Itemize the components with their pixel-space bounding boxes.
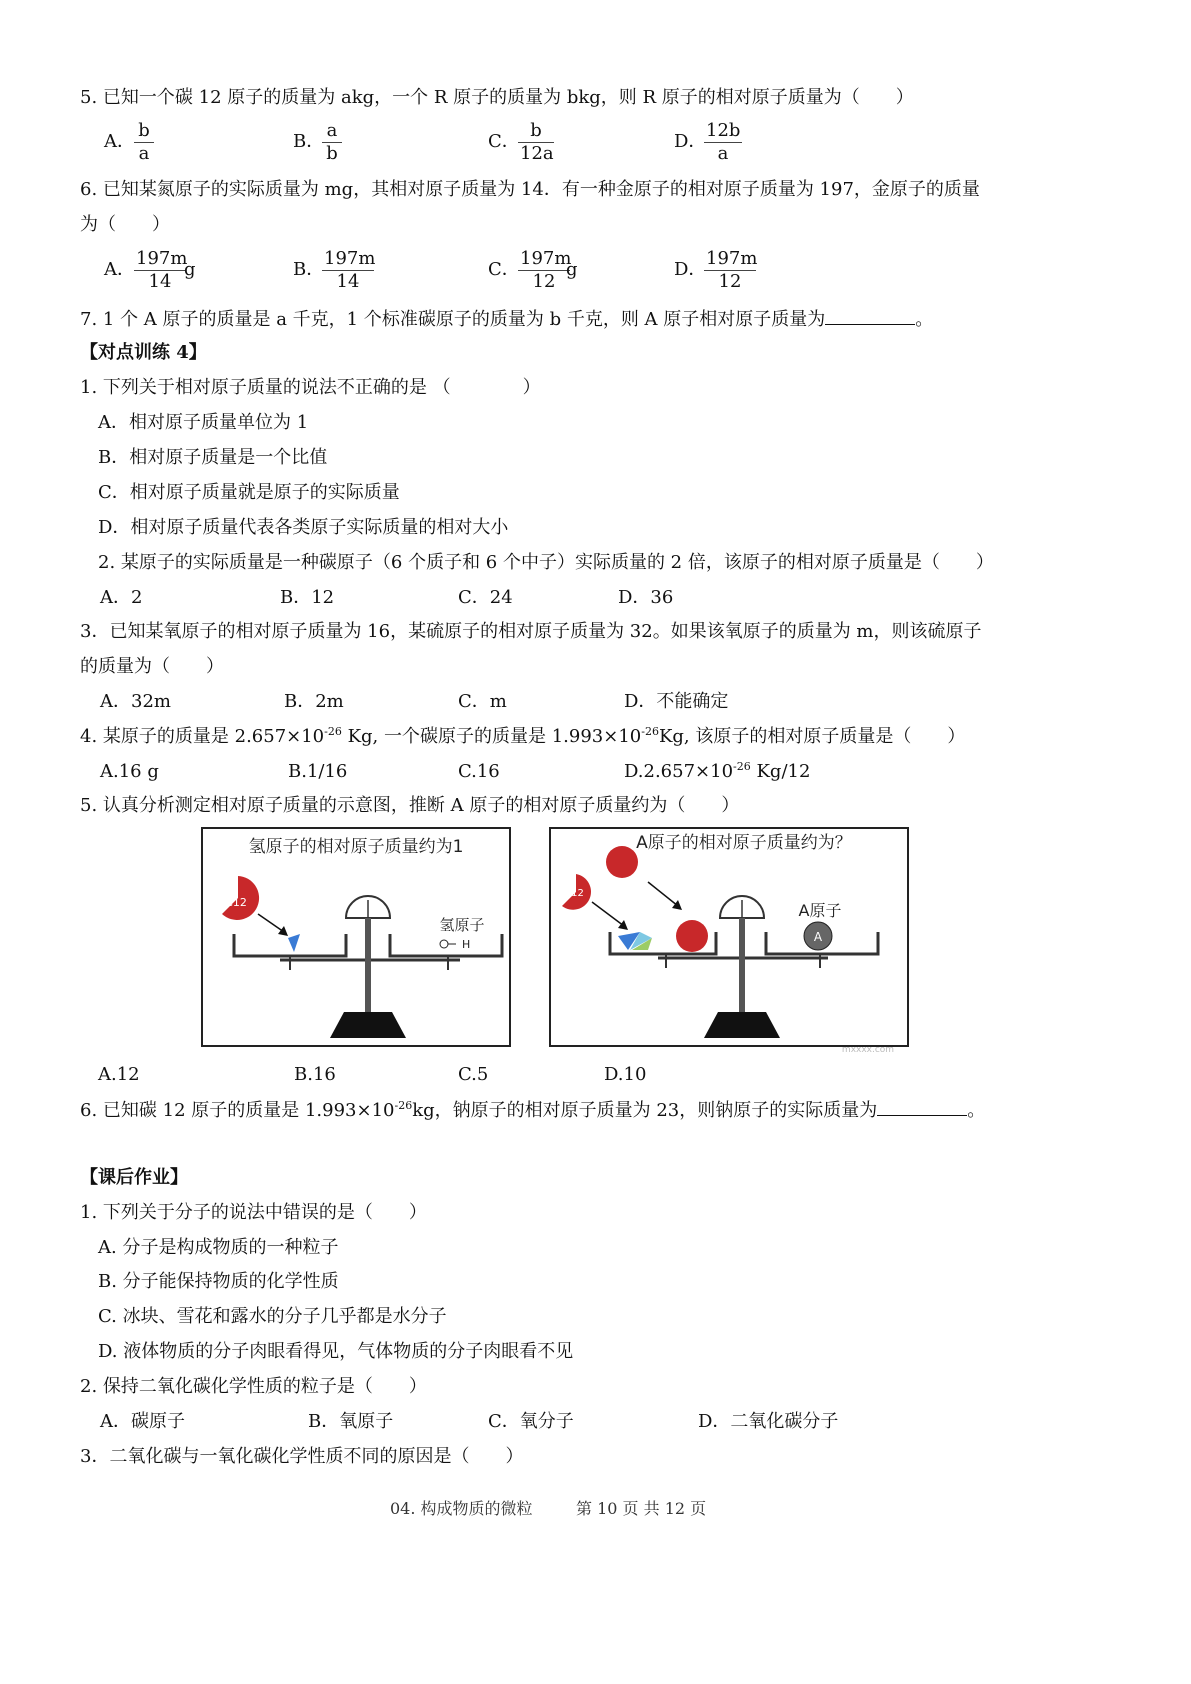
hw-q3-stem: 3．二氧化碳与一氧化碳化学性质不同的原因是（ ） <box>80 1446 524 1467</box>
answer-blank[interactable] <box>825 306 915 325</box>
numerator: b <box>138 120 150 141</box>
s4-q3-option-a: A．32m <box>100 691 171 712</box>
q5-option-d-fraction <box>704 120 742 165</box>
s4-q3-stem-line2: 的质量为（ ） <box>80 656 224 677</box>
s4-q2-stem: 2. 某原子的实际质量是一种碳原子（6 个质子和 6 个中子）实际质量的 2 倍，该原子的相对原子质量是（ ） <box>98 552 994 573</box>
q6-stem-line1: 6. 已知某氮原子的实际质量为 mg，其相对原子质量为 14．有一种金原子的相对原子质量为 197，金原子的质量 <box>80 179 980 200</box>
q6-option-c-label: C． <box>488 259 520 280</box>
s4-q4-option-a: A.16 g <box>100 761 159 782</box>
s4-q2-option-a: A．2 <box>100 587 143 608</box>
q6-option-a-unit: g <box>184 259 196 280</box>
q6-option-c-fraction <box>518 248 570 293</box>
s4-q5-option-b: B.16 <box>294 1064 336 1085</box>
s4-q5-stem: 5. 认真分析测定相对原子质量的示意图，推断 A 原子的相对原子质量约为（ ） <box>80 795 740 816</box>
q7-stem <box>80 306 933 332</box>
q5-option-c-label: C． <box>488 131 520 152</box>
q5-option-c-fraction <box>518 120 554 165</box>
s4-q3-option-b: B．2m <box>284 691 344 712</box>
stem-part: kg，钠原子的相对原子质量为 23，则钠原子的实际质量为 <box>412 1100 878 1121</box>
q5-option-b-label: B． <box>293 131 325 152</box>
hw-q2-option-c: C．氧分子 <box>488 1411 574 1432</box>
q6-option-b-label: B． <box>293 259 325 280</box>
c12-label: C12 <box>564 888 584 899</box>
s4-q3-option-c: C．m <box>458 691 507 712</box>
stem-part: Kg, 该原子的相对原子质量是（ ） <box>658 726 966 747</box>
denominator: 12 <box>518 270 570 293</box>
s4-q5-option-c: C.5 <box>458 1064 489 1085</box>
section-title-homework: 【课后作业】 <box>80 1167 188 1188</box>
q7-stem-text: 7. 1 个 A 原子的质量是 a 千克，1 个标准碳原子的质量为 b 千克，则 A 原子相对原子质量为 <box>80 309 826 330</box>
hydrogen-label: 氢原子 <box>439 916 485 934</box>
hw-q2-stem: 2. 保持二氧化碳化学性质的粒子是（ ） <box>80 1376 427 1397</box>
s4-q6-stem <box>80 1097 985 1123</box>
scale-post <box>365 918 371 1012</box>
denominator: 12 <box>704 270 756 293</box>
s4-q4-option-b: B.1/16 <box>288 761 348 782</box>
hw-q1-stem: 1. 下列关于分子的说法中错误的是（ ） <box>80 1202 427 1223</box>
q7-stem-end: 。 <box>915 309 934 330</box>
s4-q3-stem-line1: 3．已知某氧原子的相对原子质量为 16，某硫原子的相对原子质量为 32。如果该氧原子的质量为 m，则该硫原子 <box>80 621 982 642</box>
numerator: 197m <box>520 248 572 269</box>
exponent: -26 <box>733 760 751 773</box>
hydrogen-symbol: H <box>462 938 471 951</box>
a-atom-symbol: A <box>813 930 823 944</box>
stem-part: Kg, 一个碳原子的质量是 1.993×10 <box>341 726 642 747</box>
option-part: Kg/12 <box>750 761 811 782</box>
exponent: -26 <box>641 725 659 738</box>
denominator: a <box>704 142 742 165</box>
s4-q3-option-d: D．不能确定 <box>624 691 729 712</box>
s4-q1-option-d: D．相对原子质量代表各类原子实际质量的相对大小 <box>98 517 509 538</box>
section-title-drill-4: 【对点训练 4】 <box>80 342 207 363</box>
hw-q2-option-b: B．氧原子 <box>308 1411 394 1432</box>
footer-document-title: 04. 构成物质的微粒 <box>390 1499 533 1518</box>
s4-q1-option-b: B．相对原子质量是一个比值 <box>98 447 328 468</box>
s4-q4-option-c: C.16 <box>458 761 500 782</box>
option-part: D.2.657×10 <box>624 761 734 782</box>
s4-q2-option-b: B．12 <box>280 587 335 608</box>
s4-q2-option-d: D．36 <box>618 587 674 608</box>
denominator: 12a <box>520 143 554 164</box>
numerator: 197m <box>324 248 376 269</box>
s4-q5-option-d: D.10 <box>604 1064 647 1085</box>
footer-page-number: 第 10 页 共 12 页 <box>576 1499 707 1518</box>
q6-option-d-label: D． <box>674 259 707 280</box>
numerator: 197m <box>136 248 188 269</box>
c12-label: C12 <box>225 896 247 909</box>
s4-q4-option-d <box>624 760 810 784</box>
exponent: -26 <box>394 1099 413 1112</box>
exponent: -26 <box>324 725 342 738</box>
q5-option-a-label: A． <box>104 131 135 152</box>
hw-q2-option-d: D．二氧化碳分子 <box>698 1411 839 1432</box>
panel-title: 氢原子的相对原子质量约为1 <box>248 837 464 857</box>
numerator: b <box>530 120 542 141</box>
numerator: a <box>326 120 338 141</box>
hw-q1-option-d: D. 液体物质的分子肉眼看得见，气体物质的分子肉眼看不见 <box>98 1341 574 1362</box>
q6-option-b-fraction <box>322 248 374 293</box>
s4-q4-stem <box>80 725 965 749</box>
numerator: 12b <box>706 120 741 141</box>
panel-title: A原子的相对原子质量约为？ <box>636 833 852 853</box>
balance-scale-figure <box>200 826 912 1056</box>
q5-option-d-label: D． <box>674 131 707 152</box>
hw-q1-option-a: A. 分子是构成物质的一种粒子 <box>98 1237 339 1258</box>
q6-option-d-fraction <box>704 248 756 293</box>
q5-option-a-fraction <box>134 120 154 165</box>
q6-stem-line2: 为（ ） <box>80 214 170 235</box>
stem-part: 6. 已知碳 12 原子的质量是 1.993×10 <box>80 1100 395 1121</box>
s4-q2-option-c: C．24 <box>458 587 513 608</box>
s4-q1-option-a: A．相对原子质量单位为 1 <box>98 412 309 433</box>
hw-q1-option-b: B. 分子能保持物质的化学性质 <box>98 1271 339 1292</box>
stem-part: 4. 某原子的质量是 2.657×10 <box>80 726 325 747</box>
stem-part: 。 <box>967 1100 986 1121</box>
q6-option-a-label: A． <box>104 259 135 280</box>
a-atom-label: A原子 <box>798 901 842 920</box>
q6-option-c-unit: g <box>566 259 578 280</box>
s4-q5-option-a: A.12 <box>98 1064 140 1085</box>
denominator: a <box>134 142 154 165</box>
s4-q1-option-c: C．相对原子质量就是原子的实际质量 <box>98 482 400 503</box>
denominator: 14 <box>322 270 374 293</box>
watermark-text: mxxxx.com <box>841 1045 895 1055</box>
denominator: 14 <box>134 270 186 293</box>
c12-atom-icon <box>606 846 638 878</box>
hw-q2-option-a: A．碳原子 <box>100 1411 185 1432</box>
hydrogen-balance-panel <box>202 828 510 1046</box>
q5-option-b-fraction <box>322 120 342 165</box>
c12-atom-icon <box>676 920 708 952</box>
q5-stem: 5. 已知一个碳 12 原子的质量为 akg，一个 R 原子的质量为 bkg，则 R 原子的相对原子质量为（ ） <box>80 87 914 108</box>
q6-option-a-fraction <box>134 248 186 293</box>
numerator: 197m <box>706 248 758 269</box>
denominator: b <box>322 142 342 165</box>
answer-blank[interactable] <box>877 1097 967 1116</box>
a-atom-balance-panel <box>550 828 908 1055</box>
s4-q1-stem: 1. 下列关于相对原子质量的说法不正确的是 （ ） <box>80 377 541 398</box>
hw-q1-option-c: C. 冰块、雪花和露水的分子几乎都是水分子 <box>98 1306 447 1327</box>
scale-post <box>739 918 745 1012</box>
